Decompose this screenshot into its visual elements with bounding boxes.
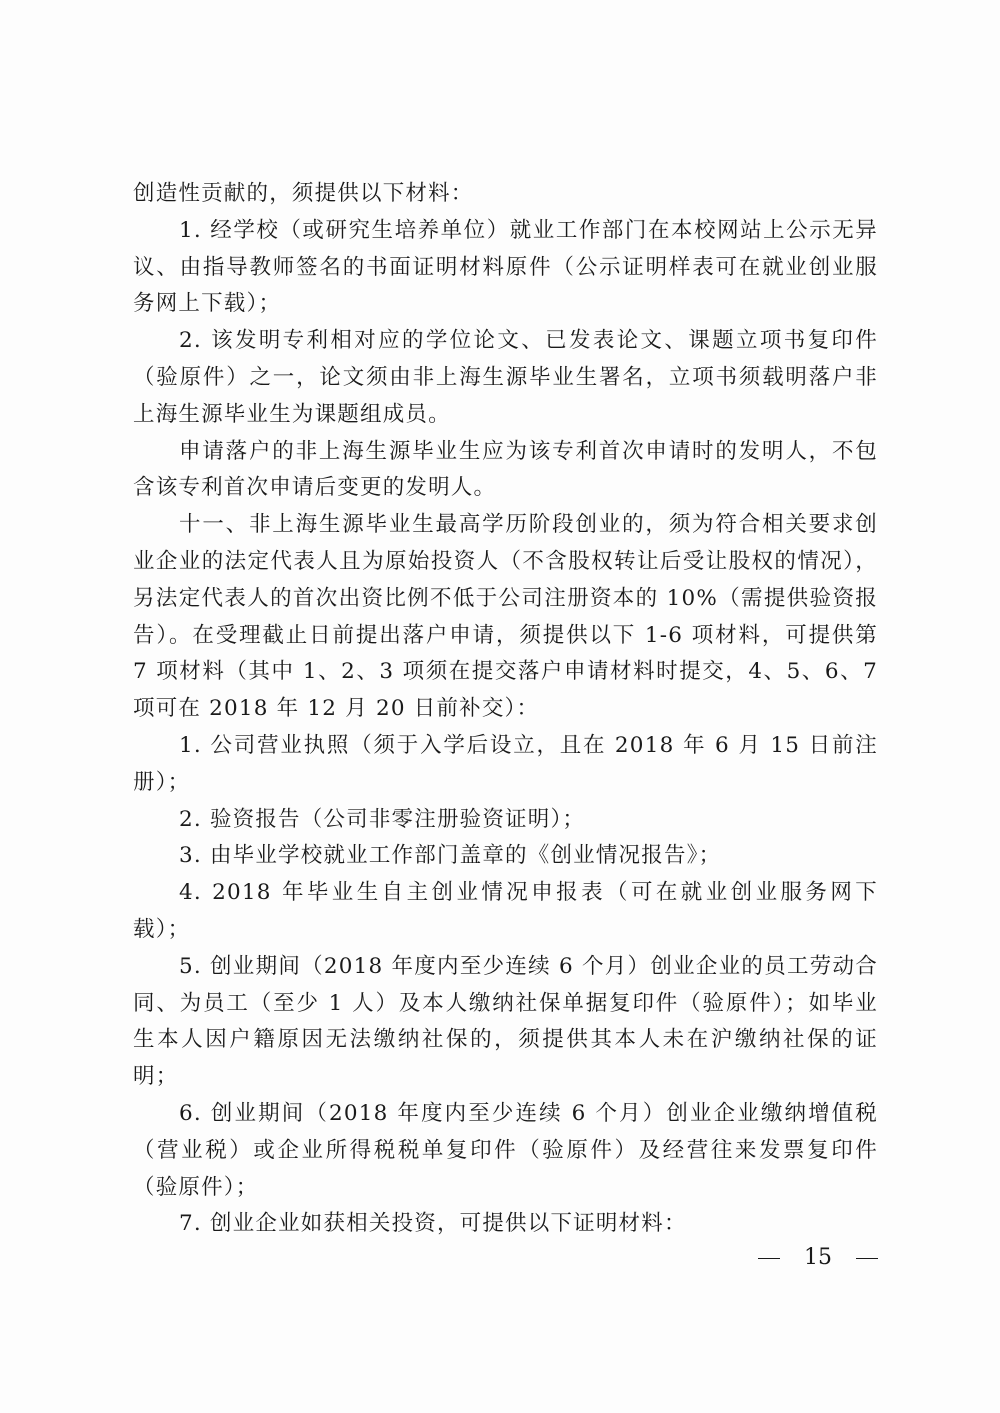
paragraph-labor-contract: 5. 创业期间（2018 年度内至少连续 6 个月）创业企业的员工劳动合同、为员工（至少 1 人）及本人缴纳社保单据复印件（验原件）；如毕业生本人因户籍原因无法缴纳社保的，须提供其本人未在沪缴纳社保的证明； bbox=[133, 953, 878, 1090]
document-body bbox=[133, 176, 878, 1243]
page-footer bbox=[758, 1243, 878, 1273]
paragraph-section-11: 十一、非上海生源毕业生最高学历阶段创业的，须为符合相关要求创业企业的法定代表人且为原始投资人（不含股权转让后受让股权的情况），另法定代表人的首次出资比例不低于公司注册资本的 10%（需提供验资报告）。在受理截止日前提出落户申请，须提供以下 1-6 项材料，可提供第 7 项材料（其中 1、2、3 项须在提交落户申请材料时提交，4、5、6、7 项可在 2018 年 12 月 20 日前补交）： bbox=[133, 512, 878, 722]
right-dash bbox=[856, 1258, 878, 1259]
paragraph-startup-report: 3. 由毕业学校就业工作部门盖章的《创业情况报告》； bbox=[179, 843, 722, 869]
page-number: 15 bbox=[804, 1245, 832, 1270]
paragraph-business-license: 1. 公司营业执照（须于入学后设立，且在 2018 年 6 月 15 日前注册）； bbox=[133, 732, 878, 795]
paragraph-inventor-note: 申请落户的非上海生源毕业生应为该专利首次申请时的发明人，不包含该专利首次申请后变更的发明人。 bbox=[133, 438, 878, 501]
paragraph-declaration-form: 4. 2018 年毕业生自主创业情况申报表（可在就业创业服务网下载）； bbox=[133, 880, 878, 942]
paragraph-capital-report: 2. 验资报告（公司非零注册验资证明）； bbox=[179, 806, 586, 832]
paragraph-item-1: 1. 经学校（或研究生培养单位）就业工作部门在本校网站上公示无异议、由指导教师签名的书面证明材料原件（公示证明样表可在就业创业服务网上下载）； bbox=[133, 217, 878, 317]
paragraph-item-2: 2. 该发明专利相对应的学位论文、已发表论文、课题立项书复印件（验原件）之一，论文须由非上海生源毕业生署名，立项书须载明落户非上海生源毕业生为课题组成员。 bbox=[133, 328, 878, 427]
paragraph-tax-receipts: 6. 创业期间（2018 年度内至少连续 6 个月）创业企业缴纳增值税（营业税）或企业所得税税单复印件（验原件）及经营往来发票复印件（验原件）； bbox=[133, 1100, 878, 1200]
paragraph-investment-proof: 7. 创业企业如获相关投资，可提供以下证明材料： bbox=[179, 1211, 687, 1237]
left-dash bbox=[758, 1258, 780, 1259]
paragraph-intro: 创造性贡献的，须提供以下材料： bbox=[133, 181, 474, 206]
